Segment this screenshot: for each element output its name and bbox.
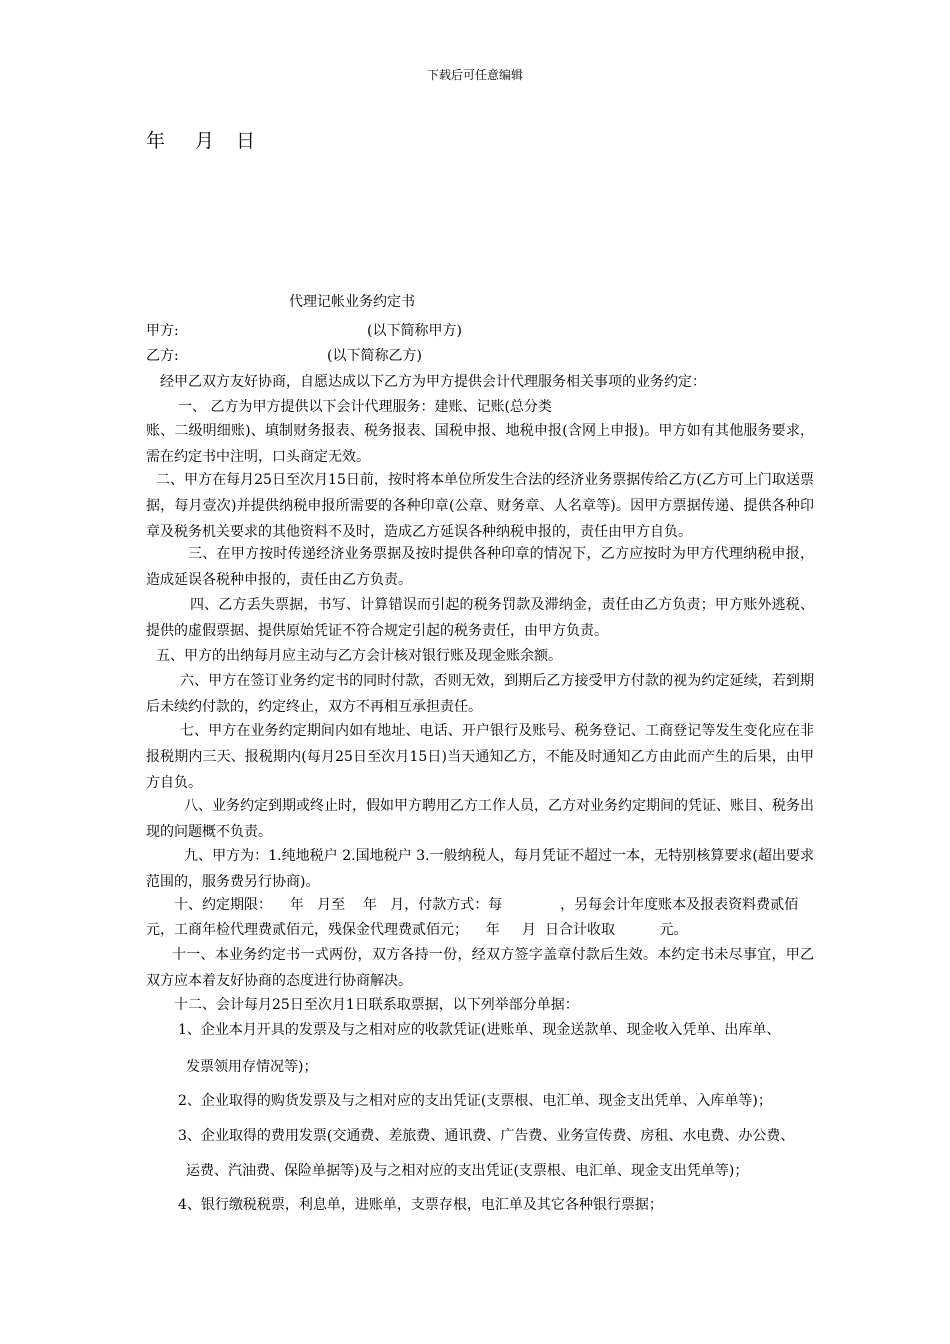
clause-8: 八、业务约定到期或终止时，假如甲方聘用乙方工作人员，乙方对业务约定期间的凭证、账目、税务出现的问题概不负责。: [146, 798, 814, 840]
clause-1-rest: 账、二级明细账)、填制财务报表、税务报表、国税申报、地税申报(含网上申报)。甲方如有其他服务要求，需在约定书中注明，口头商定无效。: [146, 423, 814, 465]
item-3-line-2: 运费、汽油费、保险单据等)及与之相对应的支出凭证(支票根、电汇单、现金支出凭单等)；: [186, 1163, 749, 1179]
item-3-line-1: 3、企业取得的费用发票(交通费、差旅费、通讯费、广告费、业务宣传费、房租、水电费、办公费、: [178, 1128, 795, 1144]
clause-9: 九、甲方为：1.纯地税户 2.国地税户 3.一般纳税人，每月凭证不超过一本，无特别核算要求(超出要求范围的，服务费另行协商)。: [146, 848, 814, 890]
document-title: 代理记帐业务约定书: [289, 294, 415, 310]
item-1-line-1: 1、企业本月开具的发票及与之相对应的收款凭证(进账单、现金送款单、现金收入凭单、出库单、: [178, 1022, 781, 1038]
clause-1-first-line: 一、 乙方为甲方提供以下会计代理服务：建账、记账(总分类: [178, 399, 552, 415]
item-2: 2、企业取得的购货发票及与之相对应的支出凭证(支票根、电汇单、现金支出凭单、入库单等)；: [178, 1093, 772, 1109]
item-1-line-2: 发票领用存情况等)；: [186, 1059, 318, 1075]
clause-4: 四、乙方丢失票据，书写、计算错误而引起的税务罚款及滞纳金，责任由乙方负责；甲方账外逃税、提供的虚假票据、提供原始凭证不符合规定引起的税务责任，由甲方负责。: [146, 597, 814, 639]
clause-7: 七、甲方在业务约定期间内如有地址、电话、开户银行及账号、税务登记、工商登记等发生变化应在非报税期内三天、报税期内(每月25日至次月15日)当天通知乙方，不能及时通知乙方由此而产生的后果，由甲方自负。: [146, 723, 814, 791]
intro-paragraph: 经甲乙双方友好协商，自愿达成以下乙方为甲方提供会计代理服务相关事项的业务约定：: [160, 374, 706, 390]
clause-3: 三、在甲方按时传递经济业务票据及按时提供各种印章的情况下，乙方应按时为甲方代理纳税申报，造成延误各税种申报的，责任由乙方负责。: [146, 546, 814, 588]
clause-11: 十一、本业务约定书一式两份，双方各持一份，经双方签字盖章付款后生效。本约定书未尽事宜，甲乙双方应本着友好协商的态度进行协商解决。: [146, 947, 814, 989]
clause-10-line-1: 十、约定期限： 年 月至 年 月，付款方式：每 ，另每会计年度账本及报表资料费贰佰: [174, 897, 799, 913]
item-4: 4、银行缴税税票，利息单，进账单，支票存根，电汇单及其它各种银行票据；: [178, 1197, 663, 1213]
clause-10-line-2: 元，工商年检代理费贰佰元，残保金代理费贰佰元； 年 月 日合计收取 元。: [146, 922, 688, 938]
party-b-label: 乙方:: [146, 348, 179, 364]
clause-2: 二、甲方在每月25日至次月15日前，按时将本单位所发生合法的经济业务票据传给乙方(乙方可上门取送票据，每月壹次)并提供纳税申报所需要的各种印章(公章、财务章、人名章等)。因甲方票据传递、提供各种印章及税务机关要求的其他资料不及时，造成乙方延误各种纳税申报的，责任由甲方自负。: [146, 472, 814, 540]
clause-6: 六、甲方在签订业务约定书的同时付款，否则无效，到期后乙方接受甲方付款的视为约定延续，若到期后未续约付款的，约定终止，双方不再相互承担责任。: [146, 673, 814, 715]
date-line: [146, 126, 255, 153]
date-day: 日: [236, 130, 256, 152]
date-month: 月: [195, 130, 215, 152]
clause-12: 十二、会计每月25日至次月1日联系取票据，以下列举部分单据：: [174, 997, 579, 1013]
party-a-label: 甲方:: [146, 323, 179, 339]
clause-5: 五、甲方的出纳每月应主动与乙方会计核对银行账及现金账余额。: [156, 648, 562, 664]
date-year: 年: [146, 130, 166, 152]
header-note: 下载后可任意编辑: [426, 68, 523, 82]
party-b-note: (以下简称乙方): [327, 348, 422, 364]
party-a-note: (以下简称甲方): [367, 323, 462, 339]
